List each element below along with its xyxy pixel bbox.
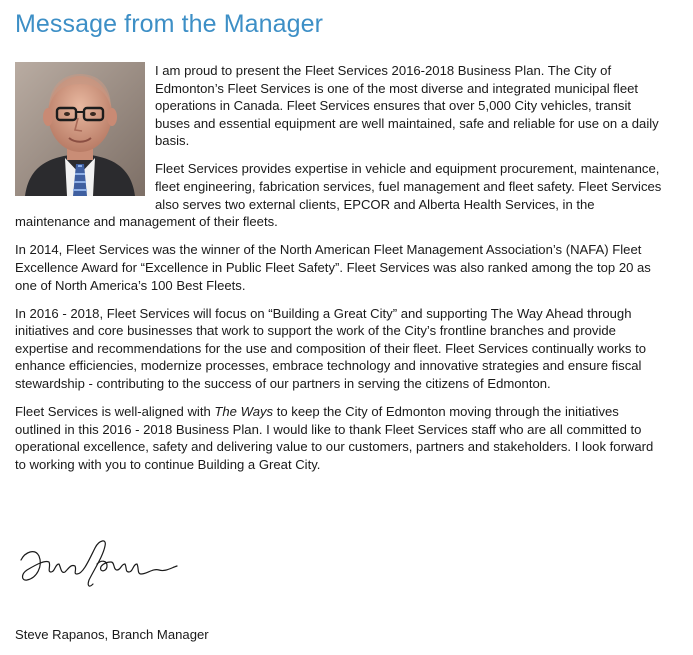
closing-text-start: Fleet Services is well-aligned with: [15, 404, 215, 420]
paragraph-award: In 2014, Fleet Services was the winner of the North American Fleet Management Association’s (NAFA) Fleet Excellence Award for “Excellence in Public Fleet Safety”. Fleet Services was also ranked among the top 20 as one of North America’s 100 Best Fleets.: [15, 242, 651, 293]
the-ways-emphasis: The Ways: [214, 404, 274, 420]
paragraph-services: Fleet Services provides expertise in vehicle and equipment procurement, maintenance, fleet engineering, fabrication services, fuel management and fleet safety. Fleet Services also serves two external clients, EPCOR and Alberta Health Services, in the maintenance and management of their fleets.: [15, 161, 662, 230]
paragraph-focus: In 2016 - 2018, Fleet Services will focus on “Building a Great City” and supporting The Way Ahead through initiatives and core businesses that work to support the work of the City’s frontline branches and provide expertise and recommendations for the use and composition of their fleet. Fleet Services continually works to enhance efficiencies, modernize processes, embrace technology and innovative strategies and ensure fiscal stewardship - contributing to the success of our partners in serving the citizens of Edmonton.: [15, 305, 646, 391]
paragraph-intro: I am proud to present the Fleet Services 2016-2018 Business Plan. The City of Edmonton’s Fleet Services is one of the most diverse and integrated municipal fleet operations in Canada. Fleet Services ensures that over 5,000 City vehicles, transit buses and essential equipment are well maintained, safe and reliable for use on a daily basis.: [155, 63, 659, 149]
page-title: Message from the Manager: [15, 10, 324, 38]
signoff-name-title: Steve Rapanos, Branch Manager: [15, 627, 209, 642]
photo-wrap-spacer: [15, 62, 155, 202]
closing-text-end: to keep the City of Edmonton moving through the initiatives outlined in this 2016 - 2018 Business Plan. I would like to thank Fleet Services staff who are all committed to operational excellence, safety and delivering value to our customers, partners and stakeholders. I look forward to working with you to continue Building a Great City.: [15, 404, 654, 472]
paragraph-closing: [15, 403, 663, 473]
signature: [15, 530, 185, 592]
message-body: [15, 62, 663, 484]
